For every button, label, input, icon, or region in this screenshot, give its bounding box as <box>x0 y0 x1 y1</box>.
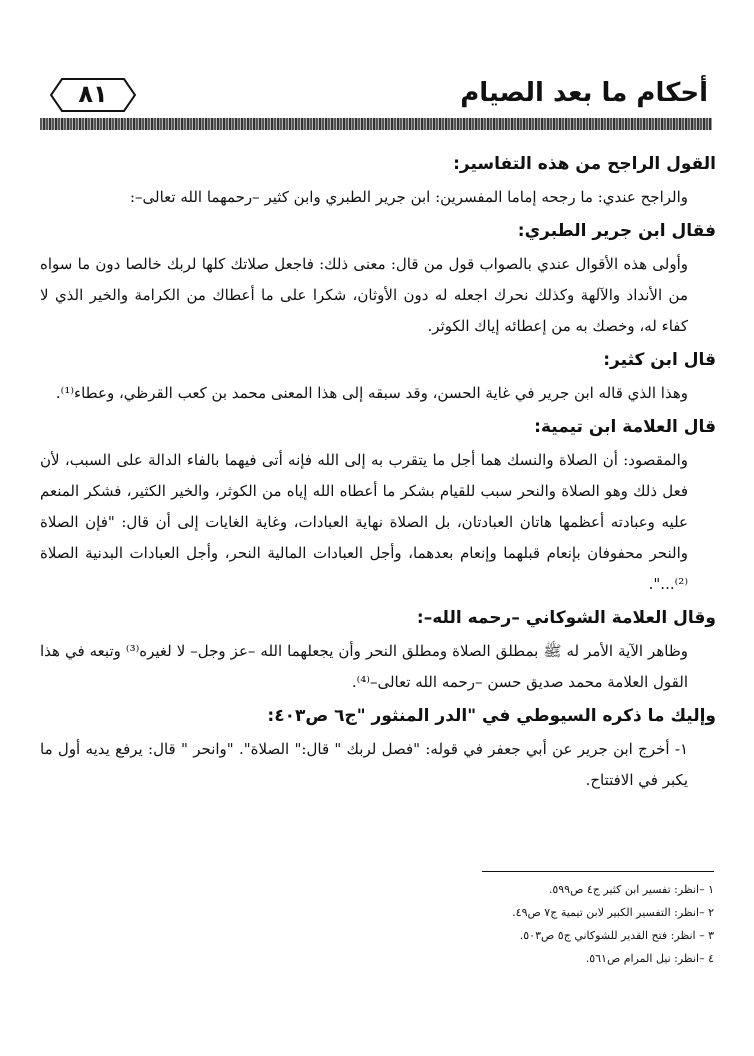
section-heading: فقال ابن جرير الطبري: <box>517 221 716 241</box>
section-heading: القول الراجح من هذه التفاسير: <box>453 154 716 174</box>
footnote: ٢ –انظر: التفسير الكبير لابن تيمية ج٧ ص٤٩. <box>512 906 714 919</box>
paragraph: ١- أخرج ابن جرير عن أبي جعفر في قوله: "فصل لربك " قال:" الصلاة". "وانحر " قال: يرفع يديه أول ما يكبر في الافتتاح. <box>40 740 688 789</box>
section-heading: وقال العلامة الشوكاني –رحمه الله–: <box>416 608 716 628</box>
running-title: أحكام ما بعد الصيام <box>460 78 708 108</box>
paragraph: وأولى هذه الأقوال عندي بالصواب قول من قال: معنى ذلك: فاجعل صلاتك كلها لربك خالصا دون ما سواه من الأنداد والآلهة وكذلك نحرك اجعله له دون الأوثان، شكرا على ما أعطاك من الكرامة والخير الذي لا كفاء له، وخصك به من إعطائه إياك الكوثر. <box>40 255 688 335</box>
footnote-separator <box>482 871 714 872</box>
paragraph: وهذا الذي قاله ابن جرير في غاية الحسن، وقد سبقه إلى هذا المعنى محمد بن كعب القرظي، وعطاء⁽¹⁾. <box>55 384 688 402</box>
footnote: ١ –انظر: تفسير ابن كثير ج٤ ص٥٩٩. <box>548 883 714 896</box>
paragraph: والمقصود: أن الصلاة والنسك هما أجل ما يتقرب به إلى الله فإنه أتى فيهما بالفاء الدالة على السبب، لأن فعل ذلك وهو الصلاة والنحر سبب للقيام بشكر ما أعطاه الله إياه من الكوثر، والخير الكثير، فشكر المنعم عليه وعبادته أعظمها هاتان العبادتان، بل الصلاة نهاية العبادات، وغاية الغايات إلى أن قال: "فإن الصلاة والنحر محفوفان بإنعام قبلهما وإنعام بعدهما، وأجل العبادات المالية النحر، وأجل العبادات البدنية الصلاة ⁽²⁾...". <box>40 451 688 593</box>
paragraph: وظاهر الآية الأمر له ﷺ بمطلق الصلاة ومطلق النحر وأن يجعلهما الله –عز وجل– لا لغيره⁽³⁾ وتبعه في هذا القول العلامة محمد صديق حسن –رحمه الله تعالى–⁽⁴⁾. <box>40 642 688 691</box>
section-heading: قال العلامة ابن تيمية: <box>534 417 716 437</box>
main-text <box>40 146 716 796</box>
footnote: ٤ –انظر: نيل المرام ص٥٦١. <box>585 952 714 965</box>
section-heading: وإليك ما ذكره السيوطي في "الدر المنثور "ج٦ ص٤٠٣: <box>267 706 716 726</box>
page-number: ٨١ <box>78 80 108 108</box>
paragraph: والراجح عندي: ما رجحه إماما المفسرين: ابن جرير الطبري وابن كثير –رحمهما الله تعالى–: <box>129 188 688 206</box>
header-rule <box>40 118 712 130</box>
section-heading: قال ابن كثير: <box>603 350 716 370</box>
footnotes <box>314 878 714 970</box>
page-header <box>40 70 712 124</box>
footnote: ٣ – انظر: فتح القدير للشوكاني ج٥ ص٥٠٣. <box>519 929 714 942</box>
page-number-frame <box>50 78 136 112</box>
